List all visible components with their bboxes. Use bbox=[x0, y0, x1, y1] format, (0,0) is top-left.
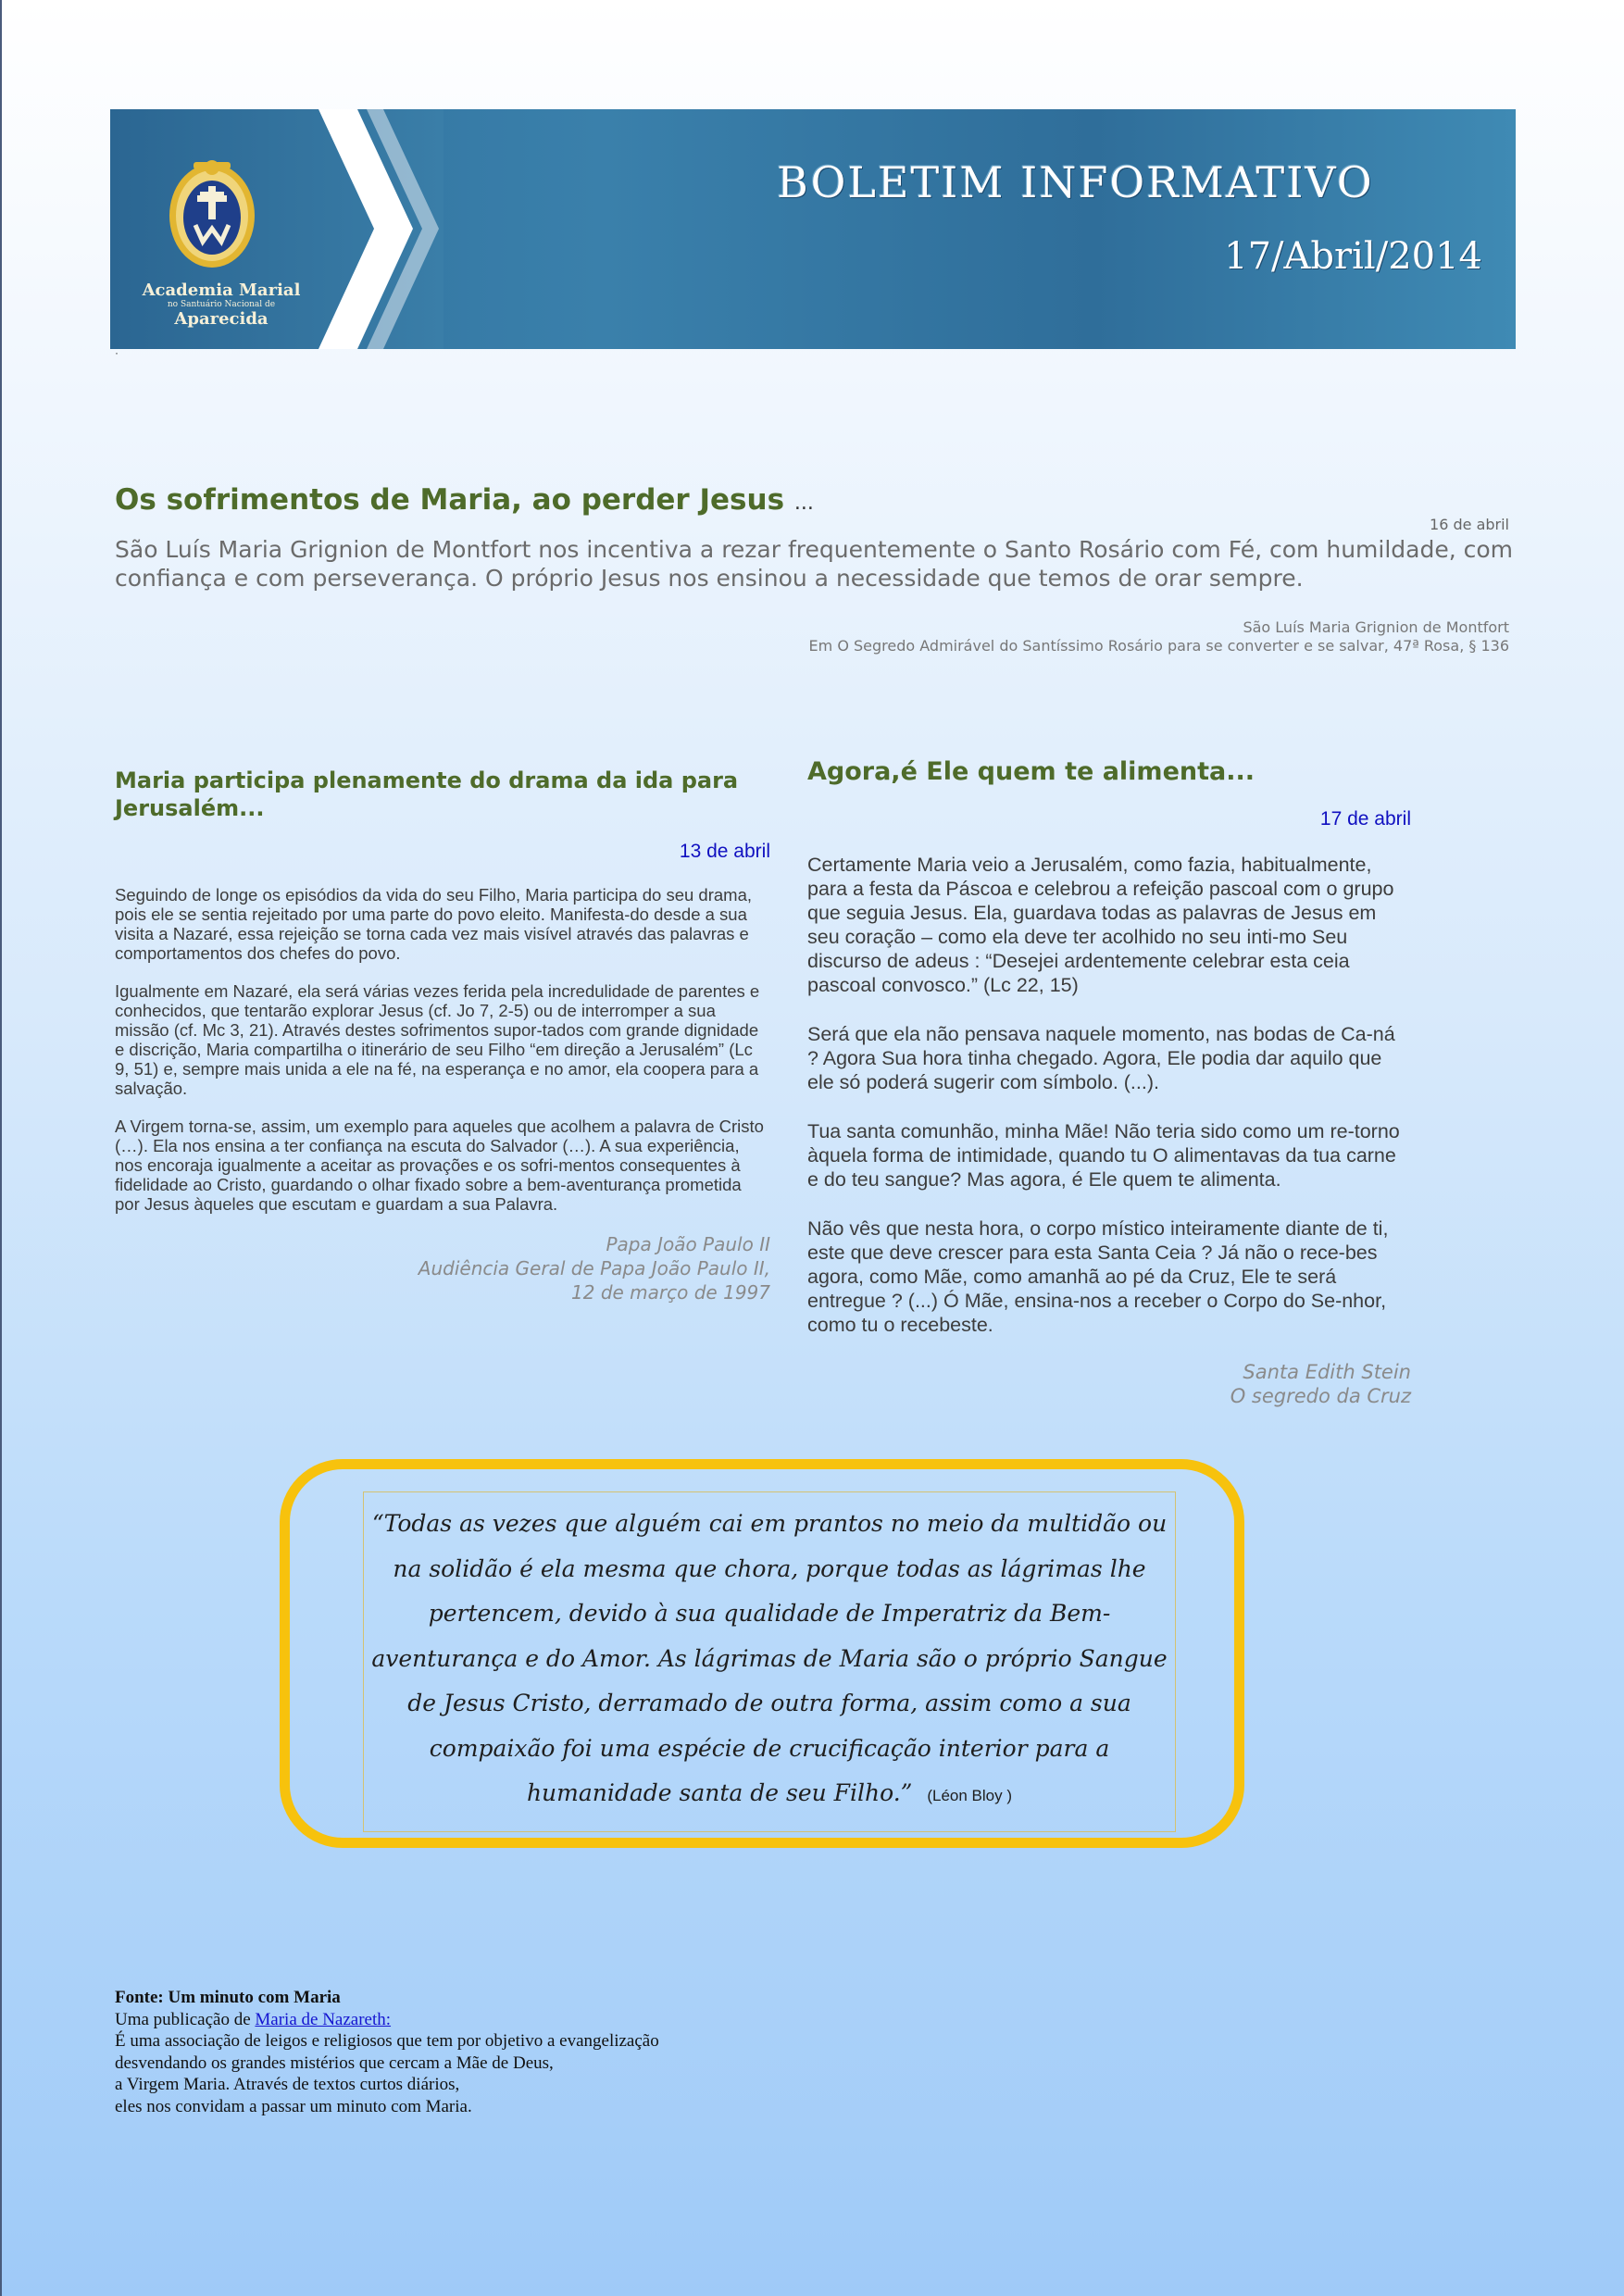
main-article-date: 16 de abril bbox=[1430, 516, 1509, 533]
footer-source bbox=[115, 1987, 659, 2117]
left-article-signature bbox=[115, 1232, 770, 1304]
right-article bbox=[807, 757, 1411, 1408]
right-paragraph-3: Tua santa comunhão, minha Mãe! Não teria sido como um re-torno àquela forma de intimidade, quando tu O alimentavas da tua carne e do teu sangue? Mas agora, é Ele quem te alimenta. bbox=[807, 1120, 1400, 1191]
left-article-title: Maria participa plenamente do drama da ida para Jerusalém... bbox=[115, 767, 739, 821]
chevron-arrow-icon bbox=[319, 109, 504, 349]
footer-line-1-prefix: Uma publicação de bbox=[115, 2009, 256, 2029]
page-border bbox=[0, 0, 2, 2296]
right-paragraph-1: Certamente Maria veio a Jerusalém, como fazia, habitualmente, para a festa da Páscoa e celebrou a refeição pascoal com o grupo que seguia Jesus. Ela, guardava todas as palavras de Jesus em seu coração – como ela deve ter acolhido no seu inti-mo Seu discurso de adeus : “Desejei ardentemente celebrar esta ceia pascoal convosco.” (Lc 22, 15) bbox=[807, 854, 1394, 996]
footer-title: Fonte: Um minuto com Maria bbox=[115, 1988, 341, 2007]
banner-date: 17/Abril/2014 bbox=[1224, 235, 1482, 278]
right-article-title: Agora,é Ele quem te alimenta... bbox=[807, 757, 1255, 786]
decorative-dot: · bbox=[115, 346, 119, 359]
right-article-body bbox=[807, 853, 1411, 1337]
brand-line-2: no Santuário Nacional de bbox=[167, 300, 276, 309]
right-article-date: 17 de abril bbox=[1319, 808, 1411, 830]
left-paragraph-1: Seguindo de longe os episódios da vida do seu Filho, Maria participa do seu drama, pois ele se sentia rejeitado por uma parte do povo eleito. Manifesta-do desde a sua visita a Nazaré, essa rejeição se torna cada vez mais visível através das palavras e comportamentos dos chefes do povo. bbox=[115, 885, 753, 963]
maria-de-nazareth-link[interactable]: Maria de Nazareth: bbox=[255, 2009, 392, 2029]
left-sig-line-1: Papa João Paulo II bbox=[606, 1233, 770, 1255]
crest-emblem-icon bbox=[156, 151, 268, 271]
quote-block bbox=[369, 1502, 1170, 1819]
left-article-date: 13 de abril bbox=[679, 841, 770, 862]
left-paragraph-2: Igualmente em Nazaré, ela será várias vezes ferida pela incredulidade de parentes e conhecidos, que tentarão explorar Jesus (cf. Jo 7, 2-5) ou de interromper a sua missão (cf. Mc 3, 21). Através destes sofrimentos supor-tados com grande dignidade e discrição, Maria compartilha o itinerário de seu Filho “em direção a Jerusalém” (Lc 9, 51) e, sempre mais unida a ele na fé, na esperança e no amor, ela coopera para a salvação. bbox=[115, 981, 760, 1098]
main-title-suffix: ... bbox=[793, 492, 814, 515]
banner-title: BOLETIM INFORMATIVO bbox=[777, 157, 1374, 207]
footer-line-3: desvendando os grandes mistérios que cercam a Mãe de Deus, bbox=[115, 2053, 554, 2073]
footer-line-4: a Virgem Maria. Através de textos curtos diários, bbox=[115, 2075, 460, 2094]
left-article-body bbox=[115, 885, 770, 1214]
main-article-source bbox=[809, 618, 1509, 655]
footer-line-5: eles nos convidam a passar um minuto com Maria. bbox=[115, 2096, 472, 2116]
quote-author: (Léon Bloy ) bbox=[927, 1787, 1013, 1804]
right-paragraph-2: Será que ela não pensava naquele momento, nas bodas de Ca-ná ? Agora Sua hora tinha chegado. Agora, Ele podia dar aquilo que ele só poderá sugerir com símbolo. (...). bbox=[807, 1023, 1395, 1093]
brand-line-1: Academia Marial bbox=[142, 281, 301, 300]
brand-line-3: Aparecida bbox=[174, 309, 269, 329]
left-sig-line-2: Audiência Geral de Papa João Paulo II, bbox=[418, 1257, 770, 1279]
quote-text: “Todas as vezes que alguém cai em prantos no meio da multidão ou na solidão é ela mesma que chora, porque todas as lágrimas lhe pertencem, devido à sua qualidade de Imperatriz da Bem-aventurança e do Amor. As lágrimas de Maria são o próprio Sangue de Jesus Cristo, derramado de outra forma, assim como a sua compaixão foi uma espécie de crucificação interior para a humanidade santa de seu Filho.” bbox=[371, 1510, 1168, 1806]
right-paragraph-4: Não vês que nesta hora, o corpo místico inteiramente diante de ti, este que deve crescer para esta Santa Ceia ? Já não o rece-bes agora, como Mãe, como amanhã ao pé da Cruz, Ele te será entregue ? (...) Ó Mãe, ensina-nos a receber o Corpo do Se-nhor, como tu o recebeste. bbox=[807, 1217, 1389, 1336]
banner-brand bbox=[138, 281, 305, 329]
right-article-signature bbox=[807, 1360, 1411, 1408]
footer-line-1 bbox=[115, 2009, 659, 2031]
left-sig-line-3: 12 de março de 1997 bbox=[571, 1281, 770, 1304]
left-article bbox=[115, 767, 770, 1304]
main-article-title bbox=[115, 483, 814, 517]
left-paragraph-3: A Virgem torna-se, assim, um exemplo para aqueles que acolhem a palavra de Cristo (…). Ela nos ensina a ter confiança na escuta do Salvador (…). A sua experiência, nos encoraja igualmente a aceitar as provações e os sofri-mentos consequentes à fidelidade ao Cristo, guardando o olhar fixado sobre a bem-aventurança prometida por Jesus àqueles que escutam e guardam a sua Palavra. bbox=[115, 1117, 764, 1214]
footer-line-2: É uma associação de leigos e religiosos que tem por objetivo a evangelização bbox=[115, 2031, 659, 2051]
main-source-work: Em O Segredo Admirável do Santíssimo Rosário para se converter e se salvar, 47ª Rosa, § 136 bbox=[808, 637, 1509, 655]
main-source-author: São Luís Maria Grignion de Montfort bbox=[1243, 618, 1509, 636]
main-title-text: Os sofrimentos de Maria, ao perder Jesus bbox=[115, 483, 785, 517]
right-sig-line-1: Santa Edith Stein bbox=[1243, 1361, 1411, 1383]
main-article-lead: São Luís Maria Grignion de Montfort nos incentiva a rezar frequentemente o Santo Rosário com Fé, com humildade, com confiança e com perseverança. O próprio Jesus nos ensinou a necessidade que temos de orar sempre. bbox=[115, 536, 1514, 592]
right-sig-line-2: O segredo da Cruz bbox=[1230, 1385, 1411, 1407]
header-banner bbox=[110, 109, 1516, 349]
